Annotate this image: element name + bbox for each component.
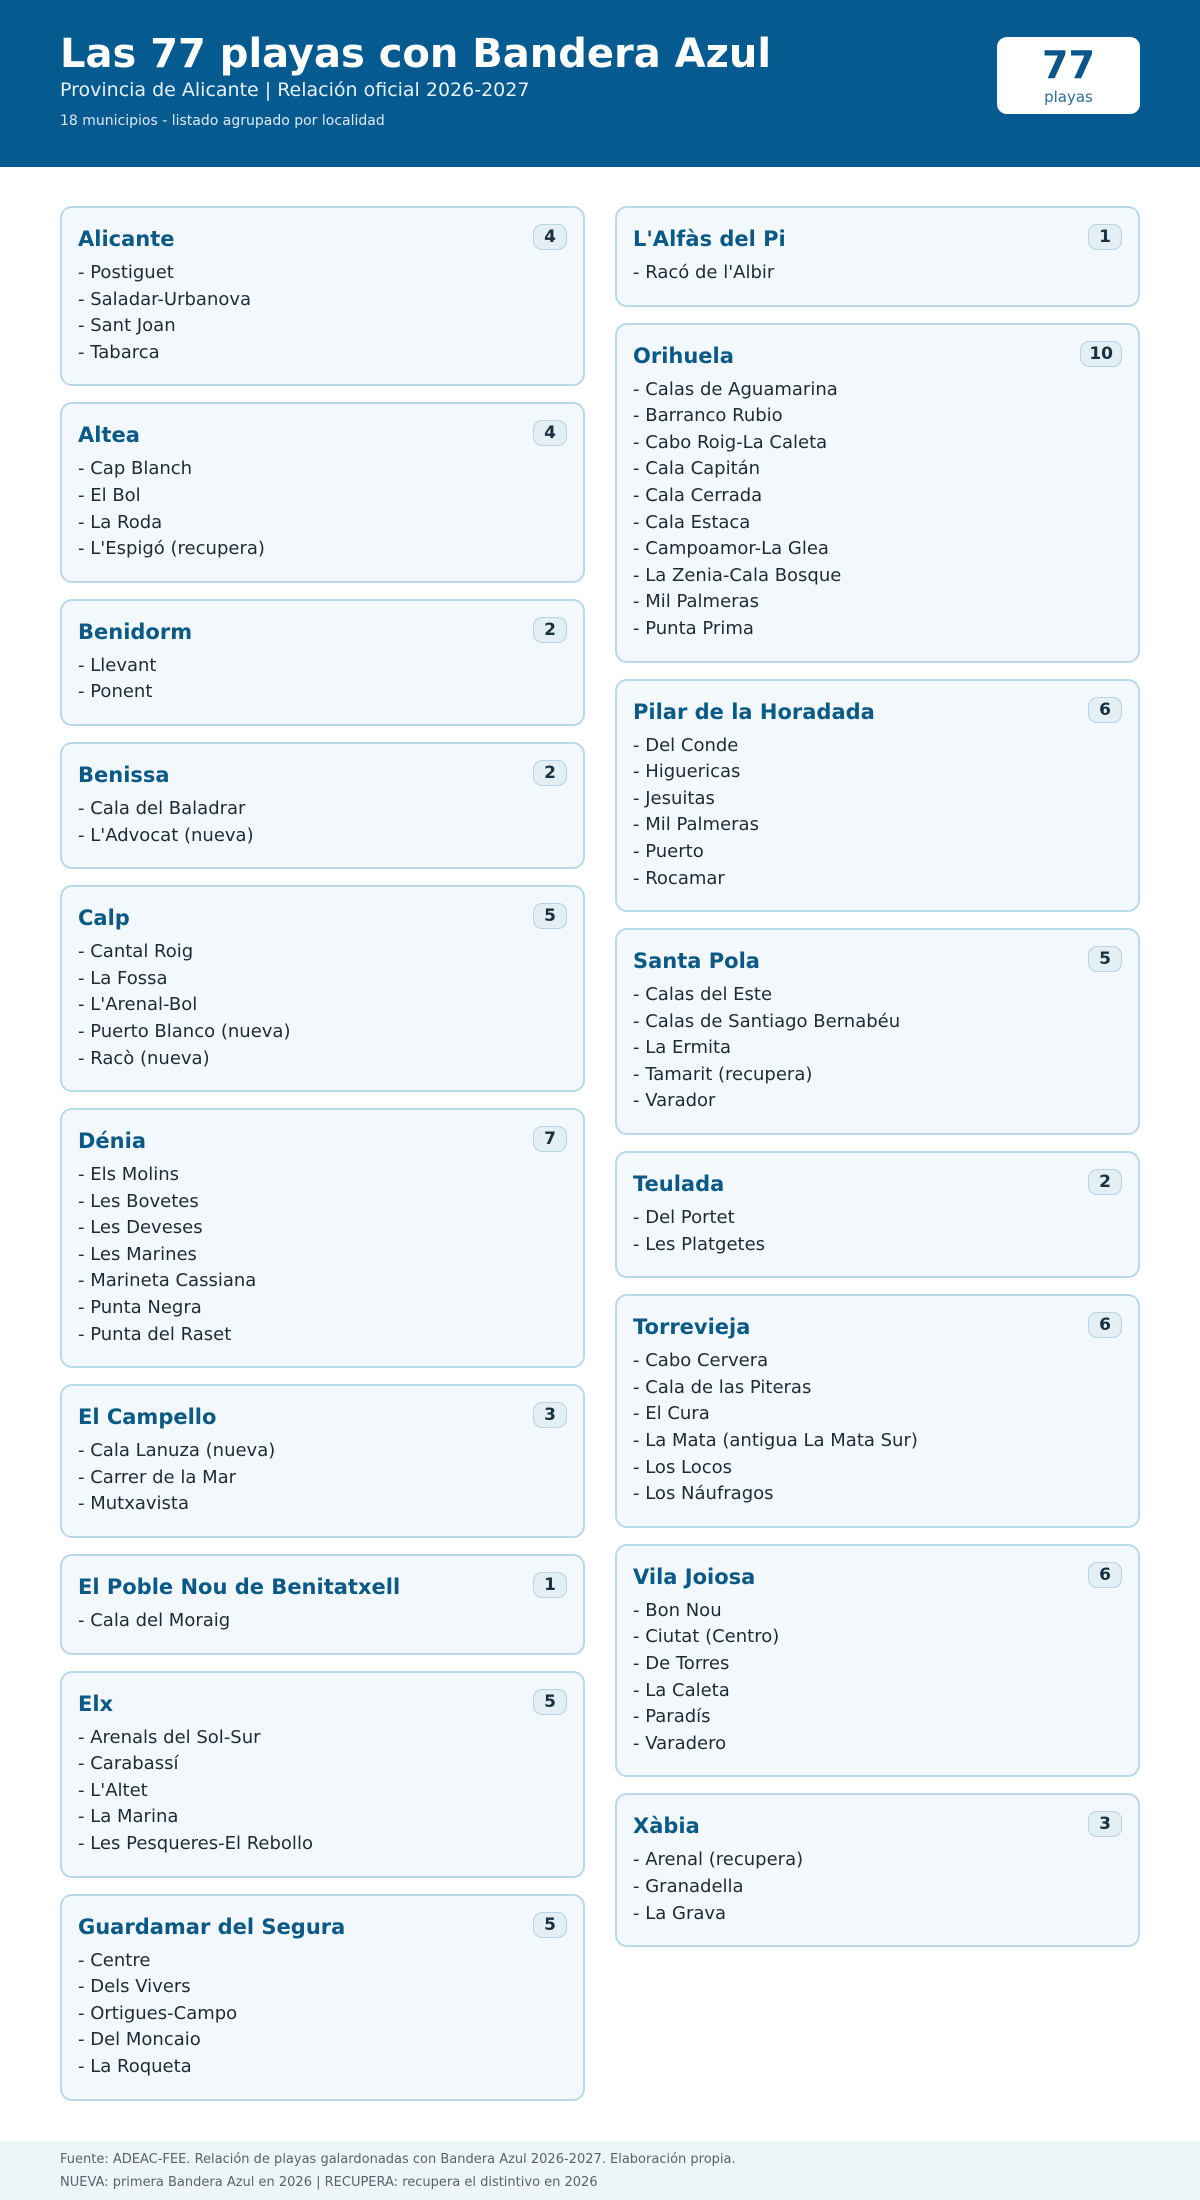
municipality-card-header [78, 1910, 567, 1944]
beach-item: - Higuericas [633, 759, 1122, 786]
beach-item: - Les Marines [78, 1242, 567, 1269]
municipality-card-header [633, 1809, 1122, 1843]
municipality-card-header [78, 418, 567, 452]
municipality-name: Elx [78, 1691, 114, 1716]
municipality-card [615, 1151, 1140, 1278]
beach-list [78, 653, 567, 706]
beach-item: - Cala Capitán [633, 456, 1122, 483]
municipality-card-header [633, 1167, 1122, 1201]
municipality-card [615, 928, 1140, 1135]
beach-item: - Cantal Roig [78, 939, 567, 966]
beach-count-badge: 10 [1080, 341, 1122, 367]
beach-item: - Marineta Cassiana [78, 1268, 567, 1295]
municipality-name: Vila Joiosa [633, 1564, 756, 1589]
beach-list [78, 796, 567, 849]
beach-count-badge: 3 [1088, 1811, 1122, 1837]
municipality-card-header [78, 222, 567, 256]
beach-item: - La Marina [78, 1804, 567, 1831]
municipality-name: Benidorm [78, 619, 193, 644]
beach-item: - Varadero [633, 1731, 1122, 1758]
beach-item: - La Zenia-Cala Bosque [633, 563, 1122, 590]
beach-item: - Calas de Aguamarina [633, 377, 1122, 404]
beach-item: - Los Locos [633, 1455, 1122, 1482]
beach-item: - Puerto Blanco (nueva) [78, 1019, 567, 1046]
beach-item: - Postiguet [78, 260, 567, 287]
beach-item: - Cala del Moraig [78, 1608, 567, 1635]
beach-item: - Granadella [633, 1874, 1122, 1901]
total-badge [997, 37, 1140, 114]
municipality-card [60, 1554, 585, 1655]
beach-item: - Cala del Baladrar [78, 796, 567, 823]
municipality-name: Santa Pola [633, 949, 760, 974]
municipality-card [60, 885, 585, 1092]
beach-list [633, 1205, 1122, 1258]
beach-item: - Del Conde [633, 733, 1122, 760]
municipality-card [60, 1894, 585, 2101]
beach-list [633, 733, 1122, 893]
beach-item: - Les Bovetes [78, 1189, 567, 1216]
beach-item: - Dels Vivers [78, 1974, 567, 2001]
beach-item: - Tamarit (recupera) [633, 1062, 1122, 1089]
beach-count-badge: 2 [1088, 1169, 1122, 1195]
total-badge-label: playas [1044, 88, 1093, 106]
beach-item: - Mutxavista [78, 1491, 567, 1518]
municipality-card [615, 1544, 1140, 1778]
beach-item: - La Roqueta [78, 2054, 567, 2081]
municipality-card-header [78, 758, 567, 792]
beach-item: - Cala Cerrada [633, 483, 1122, 510]
beach-list [633, 1348, 1122, 1508]
municipality-name: El Campello [78, 1405, 217, 1430]
beach-item: - El Bol [78, 483, 567, 510]
beach-item: - Paradís [633, 1704, 1122, 1731]
beach-count-badge: 4 [533, 224, 567, 250]
total-badge-number: 77 [1042, 43, 1095, 87]
municipality-name: El Poble Nou de Benitatxell [78, 1575, 401, 1600]
beach-item: - Centre [78, 1948, 567, 1975]
municipality-card [60, 206, 585, 386]
beach-item: - Llevant [78, 653, 567, 680]
municipality-name: Dénia [78, 1129, 146, 1154]
beach-count-badge: 5 [533, 1689, 567, 1715]
municipality-card [615, 1294, 1140, 1528]
municipality-card-header [633, 1560, 1122, 1594]
beach-item: - Racò (nueva) [78, 1046, 567, 1073]
beach-count-badge: 6 [1088, 1562, 1122, 1588]
beach-list [78, 939, 567, 1072]
beach-list [78, 1162, 567, 1348]
beach-list [633, 377, 1122, 643]
beach-item: - Cap Blanch [78, 456, 567, 483]
beach-item: - Barranco Rubio [633, 403, 1122, 430]
beach-item: - Arenals del Sol-Sur [78, 1725, 567, 1752]
beach-item: - Ortigues-Campo [78, 2001, 567, 2028]
beach-count-badge: 2 [533, 760, 567, 786]
beach-item: - La Mata (antigua La Mata Sur) [633, 1428, 1122, 1455]
beach-item: - Rocamar [633, 866, 1122, 893]
municipality-name: Benissa [78, 762, 170, 787]
municipality-name: Alicante [78, 227, 175, 251]
municipality-name: Xàbia [633, 1814, 700, 1839]
beach-count-badge: 5 [533, 903, 567, 929]
beach-item: - Carrer de la Mar [78, 1465, 567, 1492]
beach-item: - L'Altet [78, 1778, 567, 1805]
beach-item: - Bon Nou [633, 1598, 1122, 1625]
beach-count-badge: 4 [533, 420, 567, 446]
beach-list [78, 1608, 567, 1635]
municipality-card-header [633, 222, 1122, 256]
beach-item: - Mil Palmeras [633, 589, 1122, 616]
beach-item: - Tabarca [78, 340, 567, 367]
footer-legend: NUEVA: primera Bandera Azul en 2026 | RECUPERA: recupera el distintivo en 2026 [60, 2175, 598, 2190]
beach-list [633, 982, 1122, 1115]
beach-item: - Punta Negra [78, 1295, 567, 1322]
beach-count-badge: 1 [533, 1572, 567, 1598]
beach-item: - Les Deveses [78, 1215, 567, 1242]
page-header [0, 0, 1200, 167]
municipality-card [615, 679, 1140, 913]
page-subtitle: Provincia de Alicante | Relación oficial 2026-2027 [60, 79, 530, 101]
beach-list [78, 456, 567, 562]
municipality-card-header [633, 339, 1122, 373]
page-title: Las 77 playas con Bandera Azul [60, 31, 772, 77]
beach-item: - Cala Lanuza (nueva) [78, 1438, 567, 1465]
beach-item: - Del Portet [633, 1205, 1122, 1232]
beach-item: - Campoamor-La Glea [633, 536, 1122, 563]
beach-item: - Les Platgetes [633, 1232, 1122, 1259]
municipality-name: Pilar de la Horadada [633, 699, 875, 724]
beach-list [78, 1948, 567, 2081]
beach-list [633, 260, 1122, 287]
municipality-card-header [78, 901, 567, 935]
municipality-card-header [78, 1687, 567, 1721]
municipality-name: L'Alfàs del Pi [633, 227, 786, 251]
beach-item: - Calas del Este [633, 982, 1122, 1009]
beach-item: - Saladar-Urbanova [78, 287, 567, 314]
municipality-card-header [78, 1400, 567, 1434]
municipality-name: Calp [78, 906, 130, 931]
beach-list [633, 1598, 1122, 1758]
beach-count-badge: 5 [533, 1912, 567, 1938]
beach-item: - Les Pesqueres-El Rebollo [78, 1831, 567, 1858]
municipality-column-right [615, 206, 1140, 1963]
beach-list [78, 1725, 567, 1858]
beach-count-badge: 7 [533, 1126, 567, 1152]
beach-item: - Ciutat (Centro) [633, 1624, 1122, 1651]
beach-count-badge: 5 [1088, 946, 1122, 972]
beach-count-badge: 2 [533, 617, 567, 643]
beach-item: - Cabo Cervera [633, 1348, 1122, 1375]
beach-item: - Los Náufragos [633, 1481, 1122, 1508]
footer-source: Fuente: ADEAC-FEE. Relación de playas galardonadas con Bandera Azul 2026-2027. Elaboración propia. [60, 2152, 736, 2167]
beach-list [633, 1847, 1122, 1927]
beach-item: - Calas de Santiago Bernabéu [633, 1009, 1122, 1036]
municipality-card [615, 206, 1140, 307]
beach-item: - Els Molins [78, 1162, 567, 1189]
beach-item: - Mil Palmeras [633, 812, 1122, 839]
beach-item: - Racó de l'Albir [633, 260, 1122, 287]
beach-item: - La Roda [78, 510, 567, 537]
municipality-card [60, 1384, 585, 1538]
beach-item: - Ponent [78, 679, 567, 706]
beach-item: - Sant Joan [78, 313, 567, 340]
beach-list [78, 1438, 567, 1518]
beach-item: - Punta Prima [633, 616, 1122, 643]
beach-item: - Cabo Roig-La Caleta [633, 430, 1122, 457]
beach-item: - L'Espigó (recupera) [78, 536, 567, 563]
municipality-name: Teulada [633, 1172, 725, 1197]
municipality-name: Altea [78, 423, 140, 448]
beach-item: - Cala Estaca [633, 510, 1122, 537]
municipality-card-header [78, 1124, 567, 1158]
beach-item: - De Torres [633, 1651, 1122, 1678]
beach-count-badge: 1 [1088, 224, 1122, 250]
municipality-card-header [78, 1570, 567, 1604]
municipality-card [60, 402, 585, 582]
beach-item: - La Caleta [633, 1678, 1122, 1705]
beach-count-badge: 6 [1088, 1312, 1122, 1338]
municipality-name: Guardamar del Segura [78, 1914, 346, 1939]
beach-item: - Arenal (recupera) [633, 1847, 1122, 1874]
municipality-card [615, 323, 1140, 663]
beach-item: - La Fossa [78, 966, 567, 993]
municipality-card [615, 1793, 1140, 1947]
beach-count-badge: 3 [533, 1402, 567, 1428]
beach-item: - El Cura [633, 1401, 1122, 1428]
beach-item: - L'Advocat (nueva) [78, 823, 567, 850]
municipality-card [60, 742, 585, 869]
beach-list [78, 260, 567, 366]
beach-item: - La Ermita [633, 1035, 1122, 1062]
beach-count-badge: 6 [1088, 697, 1122, 723]
beach-item: - Carabassí [78, 1751, 567, 1778]
beach-item: - Varador [633, 1088, 1122, 1115]
municipality-card [60, 599, 585, 726]
municipality-card-header [633, 1310, 1122, 1344]
beach-item: - Cala de las Piteras [633, 1375, 1122, 1402]
municipality-card-header [633, 695, 1122, 729]
municipality-card-header [78, 615, 567, 649]
beach-item: - Jesuitas [633, 786, 1122, 813]
municipality-card-header [633, 944, 1122, 978]
beach-item: - La Grava [633, 1901, 1122, 1928]
beach-item: - Del Moncaio [78, 2027, 567, 2054]
page-footer [0, 2141, 1200, 2200]
municipality-card [60, 1671, 585, 1878]
municipality-name: Torrevieja [633, 1315, 751, 1340]
beach-item: - L'Arenal-Bol [78, 992, 567, 1019]
page-note: 18 municipios - listado agrupado por localidad [60, 113, 385, 129]
beach-item: - Puerto [633, 839, 1122, 866]
beach-item: - Punta del Raset [78, 1322, 567, 1349]
municipality-column-left [60, 206, 585, 2117]
municipality-name: Orihuela [633, 343, 734, 368]
municipality-card [60, 1108, 585, 1368]
